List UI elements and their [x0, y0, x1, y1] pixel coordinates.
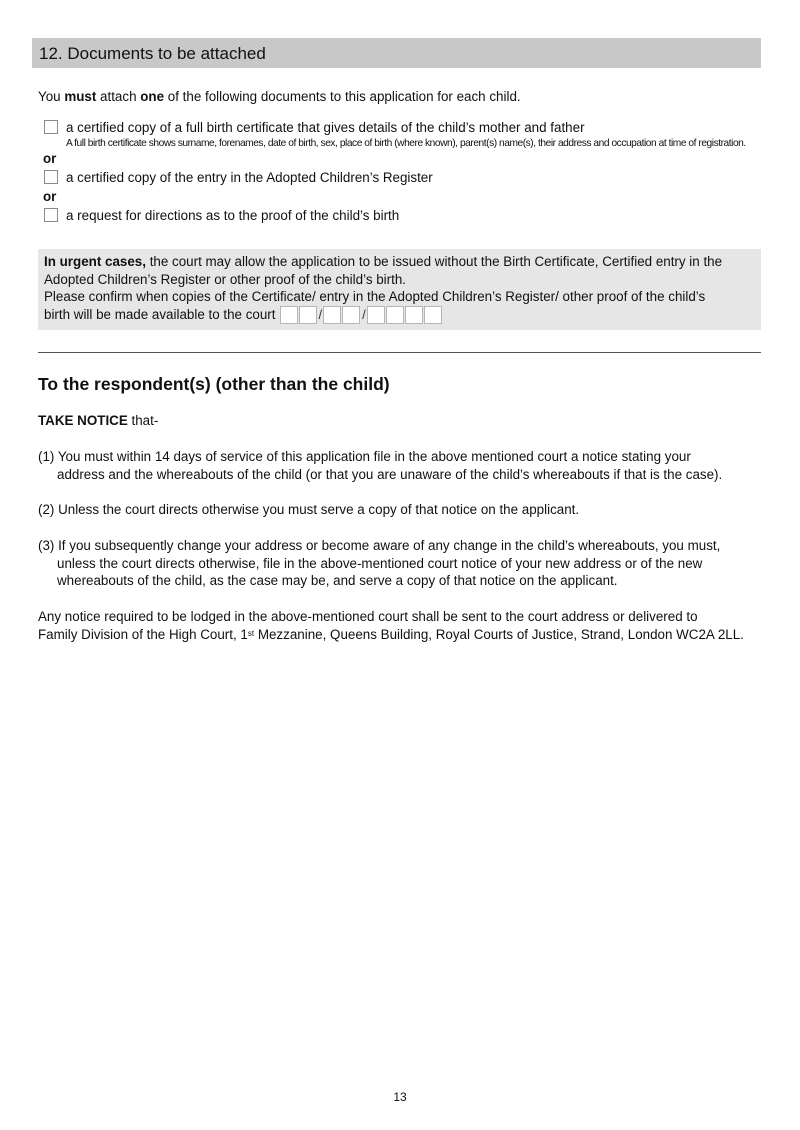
intro-one: one — [140, 89, 165, 104]
urgent-line: Please confirm when copies of the Certificate/ entry in the Adopted Children’s Register/ other proof of the child’s — [44, 289, 706, 304]
option-label: a request for directions as to the proof of the child’s birth — [66, 208, 400, 223]
notice-line: address and the whereabouts of the child (or that you are unaware of the child’s whereabouts if that is the case). — [57, 466, 723, 482]
divider — [38, 352, 761, 353]
section-title-bar — [32, 38, 761, 68]
notice-line: (2) Unless the court directs otherwise you must serve a copy of that notice on the applicant. — [38, 502, 580, 517]
notice-line: (1) You must within 14 days of service of this application file in the above mentioned court a notice stating your — [38, 449, 691, 464]
urgent-line — [44, 253, 755, 271]
date-input-group — [280, 306, 443, 324]
year-digit-2[interactable] — [386, 306, 404, 324]
urgent-text: the court may allow the application to be issued without the Birth Certificate, Certified entry in the — [145, 254, 723, 269]
section-title: 12. Documents to be attached — [39, 44, 266, 63]
option-label: a certified copy of a full birth certificate that gives details of the child’s mother and father — [66, 120, 585, 135]
birth-certificate-note: A full birth certificate shows surname, forenames, date of birth, sex, place of birth (where known), parent(s) name(s), their address and occupation at time of registration. — [66, 138, 746, 149]
intro-part: attach — [96, 89, 141, 104]
notice-item-2 — [38, 501, 579, 519]
year-digit-1[interactable] — [367, 306, 385, 324]
or-label: or — [43, 151, 57, 166]
lodging-notice — [38, 608, 744, 643]
urgent-bold: In urgent cases, — [44, 254, 146, 269]
lodging-line — [38, 626, 744, 644]
year-digit-4[interactable] — [424, 306, 442, 324]
take-notice-text: that- — [127, 413, 159, 428]
adopted-register-checkbox[interactable] — [44, 170, 58, 184]
birth-certificate-checkbox[interactable] — [44, 120, 58, 134]
date-separator: / — [318, 306, 323, 322]
notice-line: whereabouts of the child, as the case may be, and serve a copy of that notice on the applicant. — [57, 573, 618, 588]
intro-must: must — [64, 89, 97, 104]
urgent-line: Adopted Children’s Register or other proof of the child’s birth. — [44, 271, 406, 287]
urgent-date-row — [44, 306, 755, 324]
take-notice-bold: TAKE NOTICE — [38, 413, 128, 428]
intro-text — [38, 88, 521, 106]
notice-item-3 — [38, 537, 720, 590]
option-label: a certified copy of the entry in the Adopted Children’s Register — [66, 170, 433, 185]
respondent-heading: To the respondent(s) (other than the child) — [38, 374, 390, 394]
notice-item-1 — [38, 448, 722, 483]
take-notice — [38, 412, 158, 430]
day-digit-2[interactable] — [299, 306, 317, 324]
intro-part: of the following documents to this application for each child. — [164, 89, 521, 104]
ordinal-suffix: st — [247, 628, 255, 638]
month-digit-1[interactable] — [323, 306, 341, 324]
urgent-cases-box — [38, 249, 761, 330]
urgent-date-label: birth will be made available to the court — [44, 306, 276, 322]
date-separator: / — [362, 306, 366, 322]
month-digit-2[interactable] — [342, 306, 360, 324]
intro-part: You — [38, 89, 65, 104]
lodging-line: Any notice required to be lodged in the above-mentioned court shall be sent to the court address or delivered to — [38, 609, 698, 624]
or-label: or — [43, 189, 57, 204]
address-part: Mezzanine, Queens Building, Royal Courts of Justice, Strand, London WC2A 2LL. — [254, 626, 744, 642]
year-digit-3[interactable] — [405, 306, 423, 324]
notice-line: unless the court directs otherwise, file in the above-mentioned court notice of your new address or of the new — [57, 555, 703, 571]
address-part: Family Division of the High Court, 1 — [38, 626, 248, 642]
page-number: 13 — [393, 1090, 407, 1104]
notice-line: (3) If you subsequently change your address or become aware of any change in the child’s whereabouts, you must, — [38, 538, 721, 553]
day-digit-1[interactable] — [280, 306, 298, 324]
request-directions-checkbox[interactable] — [44, 208, 58, 222]
